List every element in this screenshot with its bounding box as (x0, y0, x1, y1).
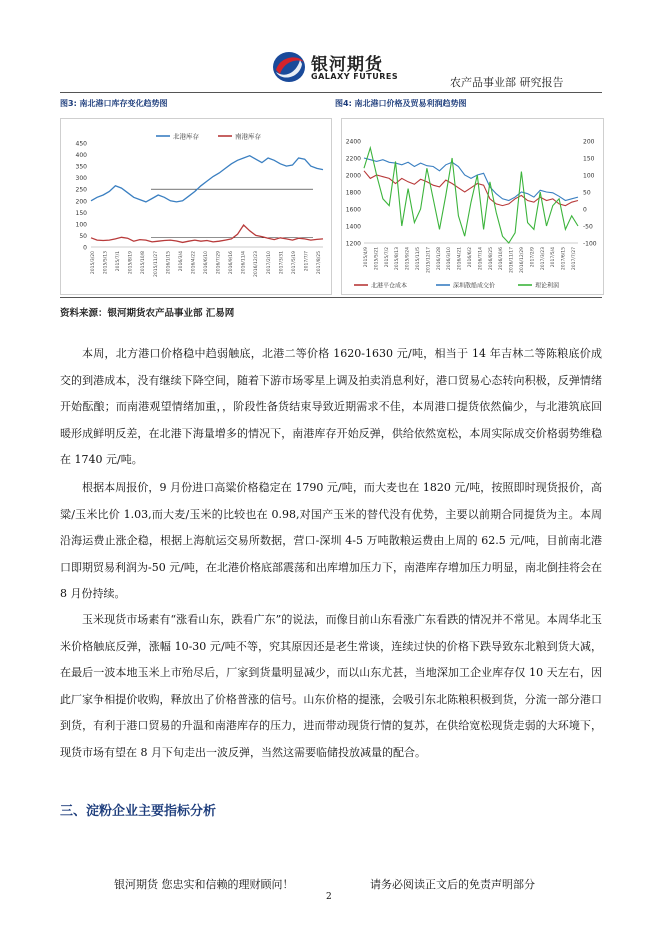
y-left-tick-label: 1800 (345, 189, 361, 197)
series-line-0 (91, 156, 323, 202)
y-right-tick-label: 150 (583, 155, 595, 163)
figure-3-title: 图3: 南北港口库存变化趋势图 (60, 99, 168, 108)
x-tick-label: 2015/9/24 (405, 247, 411, 271)
source-note: 资料来源：银河期货农产品事业部 汇易网 (60, 308, 235, 319)
x-tick-label: 2017/5/4 (551, 247, 557, 268)
y-tick-label: 50 (79, 232, 87, 240)
header-divider (60, 92, 602, 93)
legend-label: 南港库存 (235, 132, 261, 141)
x-tick-label: 2016/12/23 (254, 251, 260, 277)
y-tick-label: 300 (75, 175, 87, 183)
figure-divider (60, 297, 602, 298)
legend-label: 深圳散船成交价 (453, 282, 496, 290)
x-tick-label: 2015/12/17 (426, 247, 432, 273)
y-left-tick-label: 1200 (345, 240, 361, 248)
y-left-tick-label: 2200 (345, 155, 361, 163)
body-paragraph-2: 根据本周报价，9 月份进口高粱价格稳定在 1790 元/吨，而大麦也在 1820 元/吨，按照即时现货报价，高粱/玉米比价 1.03,而大麦/玉米的比较也在 0.98,对国产玉米的替代没有优势，主要以前期合同提货为主。本周沿海运费止涨企稳，根据上海航运交易所数据，营口-深圳 4-5 万吨散粮运费由上周的 62.5 元/吨，目前南北港口即期贸易利润为-50 元/吨，在北港价格底部震荡和出库增加压力下，南港库存增加压力明显，南北倒挂将会在 8 月份持续。 (60, 481, 602, 600)
y-tick-label: 100 (75, 221, 87, 229)
x-tick-label: 2016/4/22 (191, 251, 197, 275)
x-tick-label: 2016/10/6 (499, 247, 505, 271)
department-label: 农产品事业部 研究报告 (450, 76, 564, 89)
x-tick-label: 2017/2/10 (266, 251, 272, 275)
x-tick-label: 2017/2/9 (530, 247, 536, 268)
x-tick-label: 2016/11/17 (509, 247, 515, 273)
y-left-tick-label: 1600 (345, 206, 361, 214)
page-number: 2 (326, 892, 332, 902)
x-tick-label: 2015/10/8 (141, 251, 147, 275)
y-tick-label: 200 (75, 198, 87, 206)
y-tick-label: 400 (75, 152, 87, 160)
x-tick-label: 2016/12/29 (520, 247, 525, 273)
logo-english-name: GALAXY FUTURES (311, 72, 399, 81)
x-tick-label: 2015/11/5 (416, 247, 421, 271)
x-tick-label: 2017/7/27 (572, 247, 577, 271)
x-tick-label: 2016/1/28 (436, 247, 442, 271)
y-tick-label: 450 (75, 140, 87, 148)
footer-slogan: 银河期货 您忠实和信赖的理财顾问！ (114, 878, 294, 891)
y-right-tick-label: 200 (583, 138, 595, 146)
y-right-tick-label: -50 (583, 223, 593, 231)
body-paragraph-3: 玉米现货市场素有“涨看山东，跌看广东”的说法，而像目前山东看涨广东看跌的情况并不常见。本周华北玉米价格触底反弹，涨幅 10-30 元/吨不等，究其原因还是老生常谈，连续过快的价格下跌导致东北粮到货大减，在最后一波本地玉米上市殆尽后，厂家到货量明显减少，而以山东尤甚，当地深加工企业库存仅 10 天左右，因此厂家争相提价收购，释放出了价格普涨的信号。山东价格的提涨，会吸引东北陈粮积极到货，分流一部分港口到货，有利于港口贸易的升温和南港库存的压力，进而带动现货行情的复苏，在供给宽松现货走弱的大环境下，现货市场有望在 8 月下旬走出一波反弹，当然这需要临储投放减量的配合。 (60, 613, 602, 759)
x-tick-label: 2016/11/4 (241, 251, 247, 275)
footer-disclaimer: 请务必阅读正文后的免责声明部分 (370, 878, 535, 891)
x-tick-label: 2015/8/13 (395, 247, 401, 271)
legend-label: 北港平仓成本 (371, 282, 408, 290)
x-tick-label: 2015/3/20 (91, 251, 96, 275)
x-tick-label: 2017/6/15 (561, 247, 567, 271)
logo-chinese-name: 银河期货 (311, 55, 383, 75)
x-tick-label: 2016/3/10 (447, 247, 453, 271)
x-tick-label: 2015/5/21 (374, 247, 380, 271)
legend-label: 北港库存 (173, 132, 199, 141)
x-tick-label: 2017/3/31 (279, 251, 285, 275)
series-line-2 (364, 148, 578, 243)
y-tick-label: 350 (75, 163, 87, 171)
figure-4-chart (341, 118, 604, 295)
x-tick-label: 2016/3/4 (178, 251, 184, 272)
x-tick-label: 2016/6/10 (204, 251, 209, 275)
x-tick-label: 2016/9/16 (229, 251, 235, 275)
price-profit-chart-svg (342, 119, 603, 294)
x-tick-label: 2015/8/19 (128, 251, 134, 275)
y-right-tick-label: 0 (583, 206, 587, 214)
y-right-tick-label: -100 (583, 240, 597, 248)
x-tick-label: 2017/8/25 (317, 251, 322, 275)
inventory-chart-svg (61, 119, 331, 294)
figure-4-title: 图4: 南北港口价格及贸易利润趋势图 (335, 99, 467, 108)
x-tick-label: 2016/4/21 (457, 247, 463, 271)
x-tick-label: 2015/5/13 (103, 251, 109, 275)
y-left-tick-label: 2400 (345, 138, 361, 146)
x-tick-label: 2015/4/9 (364, 247, 369, 268)
series-line-1 (91, 225, 323, 242)
y-tick-label: 250 (75, 186, 87, 194)
figure-3-chart (60, 118, 332, 295)
y-right-tick-label: 50 (583, 189, 591, 197)
x-tick-label: 2016/7/14 (478, 247, 484, 271)
y-left-tick-label: 1400 (345, 223, 361, 231)
x-tick-label: 2015/7/1 (116, 251, 122, 272)
x-tick-label: 2016/1/15 (166, 251, 172, 275)
x-tick-label: 2015/7/2 (384, 247, 390, 268)
y-left-tick-label: 2000 (345, 172, 361, 180)
x-tick-label: 2017/7/7 (304, 251, 310, 272)
body-paragraph-1: 本周，北方港口价格稳中趋弱触底，北港二等价格 1620-1630 元/吨，相当于 14 年吉林二等陈粮底价成交的到港成本，没有继续下降空间，随着下游市场零星上调及拍卖消息利好，港口贸易心态转向积极，反弹情绪开始酝酿；而南港观望情绪加重，，阶段性备货结束导致近期需求不佳，本周港口提货依然偏少，与北港筑底回暖形成鲜明反差，在北港下海量增多的情况下，南港库存开始反弹，供给依然宽松，本周实际成交价格弱势维稳在 1740 元/吨。 (60, 347, 602, 466)
y-right-tick-label: 100 (583, 172, 595, 180)
legend-label: 理论利润 (535, 282, 560, 290)
section-heading: 三、淀粉企业主要指标分析 (60, 804, 217, 819)
x-tick-label: 2015/11/27 (153, 251, 159, 277)
x-tick-label: 2017/3/23 (540, 247, 546, 271)
y-tick-label: 0 (83, 244, 87, 252)
y-tick-label: 150 (75, 209, 87, 217)
x-tick-label: 2016/7/29 (216, 251, 222, 275)
x-tick-label: 2017/5/19 (291, 251, 297, 275)
x-tick-label: 2016/6/2 (468, 247, 473, 268)
x-tick-label: 2016/8/25 (488, 247, 494, 271)
